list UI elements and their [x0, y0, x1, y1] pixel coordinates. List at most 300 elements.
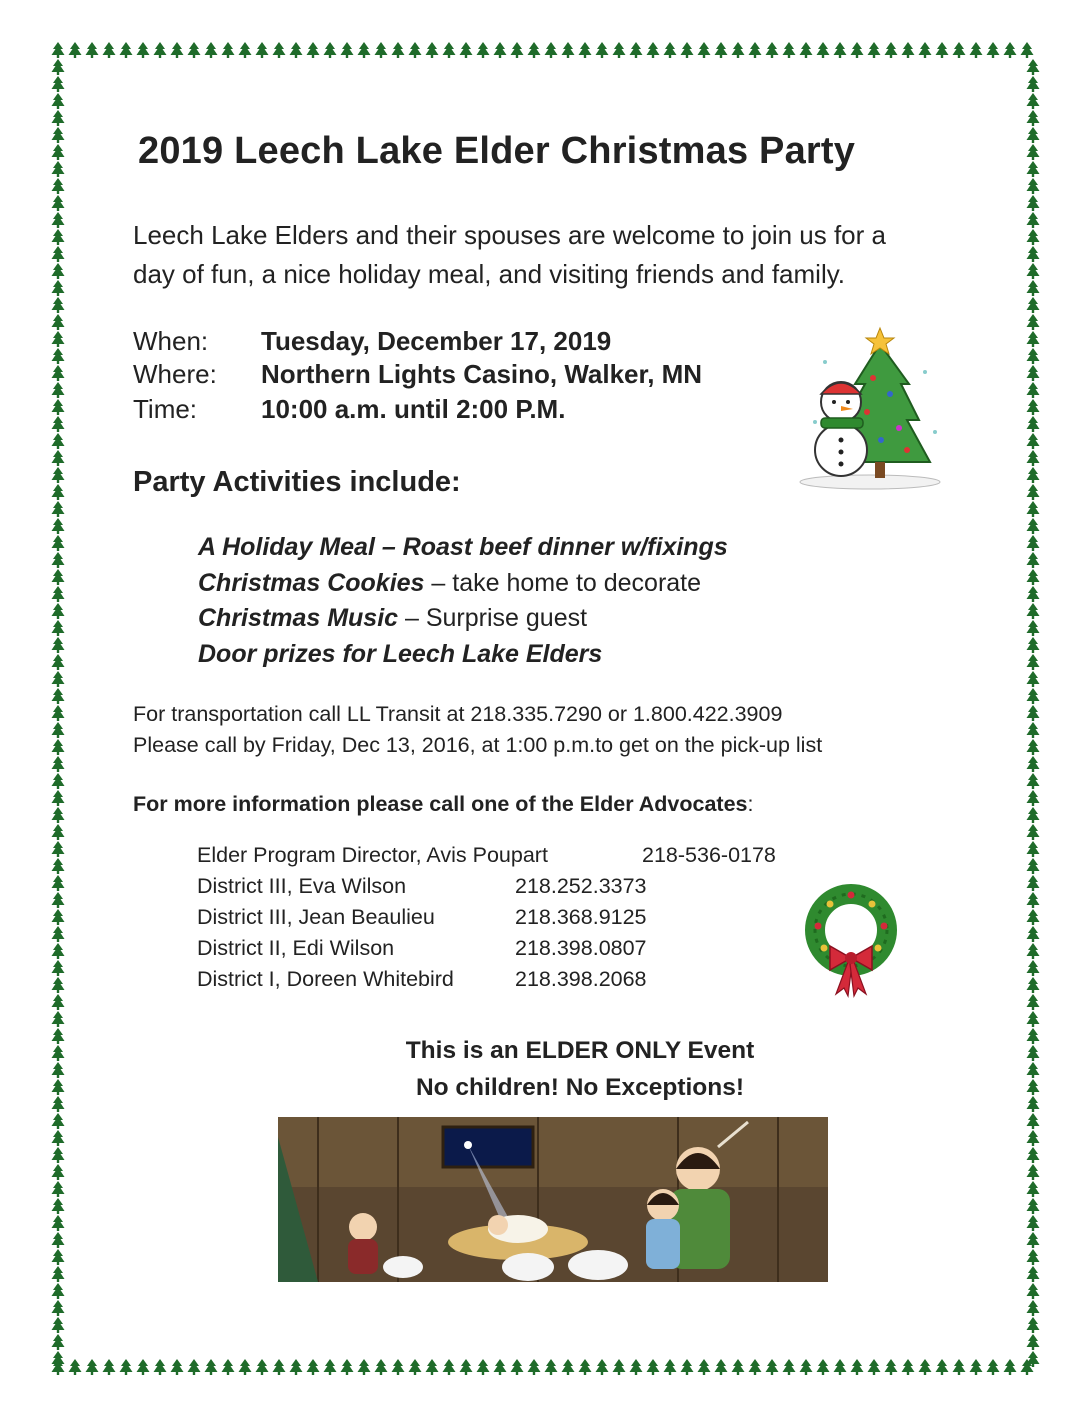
pine-tree-icon — [52, 42, 65, 58]
intro-line: Leech Lake Elders and their spouses are welcome to join us for a — [133, 220, 886, 250]
activity-highlight: Door prizes for Leech Lake Elders — [198, 639, 603, 668]
pine-tree-icon — [222, 1359, 235, 1375]
pine-tree-icon — [1004, 42, 1017, 58]
pine-tree-icon — [52, 1028, 65, 1044]
pine-tree-icon — [188, 1359, 201, 1375]
pine-tree-icon — [1027, 552, 1040, 568]
pine-tree-icon — [52, 773, 65, 789]
pine-tree-icon — [1027, 348, 1040, 364]
contact-name: District III, Eva Wilson — [197, 874, 407, 898]
pine-tree-icon — [52, 875, 65, 891]
pine-tree-icon — [1027, 688, 1040, 704]
pine-tree-icon — [834, 42, 847, 58]
pine-tree-icon — [188, 42, 201, 58]
pine-tree-icon — [1027, 875, 1040, 891]
pine-tree-icon — [1027, 824, 1040, 840]
pine-tree-icon — [970, 42, 983, 58]
contact-name: District I, Doreen Whitebird — [197, 967, 454, 991]
pine-tree-icon — [52, 484, 65, 500]
pine-tree-icon — [290, 1359, 303, 1375]
list-item — [198, 637, 958, 673]
pine-tree-icon — [1027, 960, 1040, 976]
pine-tree-icon — [324, 42, 337, 58]
activity-highlight: Christmas Music — [198, 604, 399, 632]
pine-tree-icon — [205, 42, 218, 58]
pine-tree-icon — [1027, 756, 1040, 772]
pine-tree-icon — [52, 756, 65, 772]
pine-tree-icon — [1027, 1198, 1040, 1214]
pine-tree-icon — [1027, 467, 1040, 483]
pine-tree-icon — [52, 1011, 65, 1027]
pine-tree-icon — [52, 518, 65, 534]
pine-tree-icon — [494, 42, 507, 58]
pine-tree-icon — [52, 76, 65, 92]
pine-tree-icon — [1027, 1266, 1040, 1282]
pine-tree-icon — [1027, 280, 1040, 296]
pine-tree-icon — [1027, 569, 1040, 585]
pine-tree-icon — [698, 42, 711, 58]
pine-tree-icon — [171, 1359, 184, 1375]
pine-tree-icon — [1027, 59, 1040, 75]
pine-tree-icon — [154, 1359, 167, 1375]
pine-tree-icon — [1027, 1113, 1040, 1129]
contact-phone: 218.252.3373 — [515, 874, 647, 898]
pine-tree-icon — [936, 1359, 949, 1375]
pine-tree-icon — [1027, 450, 1040, 466]
intro-line: day of fun, a nice holiday meal, and visiting friends and family. — [133, 259, 846, 289]
pine-tree-icon — [52, 331, 65, 347]
pine-tree-icon — [800, 1359, 813, 1375]
pine-tree-icon — [885, 42, 898, 58]
pine-tree-icon — [1027, 671, 1040, 687]
pine-tree-icon — [1027, 620, 1040, 636]
pine-tree-icon — [1027, 331, 1040, 347]
page-title: 2019 Leech Lake Elder Christmas Party — [138, 130, 856, 172]
pine-tree-icon — [443, 1359, 456, 1375]
pine-tree-icon — [222, 42, 235, 58]
pine-tree-icon — [52, 1215, 65, 1231]
pine-tree-icon — [52, 297, 65, 313]
pine-tree-icon — [52, 1300, 65, 1316]
pine-tree-icon — [52, 892, 65, 908]
pine-tree-icon — [1027, 1045, 1040, 1061]
pine-tree-icon — [851, 42, 864, 58]
pine-tree-icon — [1027, 637, 1040, 653]
pine-tree-icon — [1027, 229, 1040, 245]
pine-tree-icon — [1027, 1215, 1040, 1231]
pine-tree-icon — [52, 1283, 65, 1299]
pine-tree-icon — [52, 1232, 65, 1248]
pine-tree-icon — [1027, 416, 1040, 432]
pine-tree-icon — [52, 705, 65, 721]
pine-tree-icon — [52, 654, 65, 670]
pine-tree-icon — [1027, 314, 1040, 330]
pine-tree-icon — [52, 637, 65, 653]
pine-tree-icon — [834, 1359, 847, 1375]
detail-time — [133, 391, 793, 427]
pine-tree-icon — [52, 722, 65, 738]
pine-tree-icon — [732, 42, 745, 58]
pine-tree-icon — [52, 739, 65, 755]
pine-tree-icon — [392, 1359, 405, 1375]
pine-tree-icon — [1027, 382, 1040, 398]
pine-tree-icon — [52, 909, 65, 925]
pine-tree-icon — [52, 178, 65, 194]
pine-tree-icon — [52, 229, 65, 245]
pine-tree-icon — [1027, 246, 1040, 262]
pine-tree-icon — [52, 1249, 65, 1265]
pine-tree-icon — [120, 42, 133, 58]
contact-phone: 218.398.0807 — [515, 936, 647, 960]
pine-tree-icon — [52, 399, 65, 415]
pine-tree-icon — [52, 586, 65, 602]
pine-tree-icon — [1027, 1062, 1040, 1078]
pine-tree-icon — [52, 501, 65, 517]
pine-tree-icon — [1027, 484, 1040, 500]
contact-name: District III, Jean Beaulieu — [197, 905, 435, 929]
pine-tree-icon — [52, 671, 65, 687]
pine-tree-icon — [1027, 365, 1040, 381]
pine-tree-icon — [52, 161, 65, 177]
pine-tree-icon — [52, 59, 65, 75]
pine-tree-icon — [52, 1198, 65, 1214]
pine-tree-icon — [137, 1359, 150, 1375]
pine-tree-icon — [52, 433, 65, 449]
pine-tree-icon — [256, 1359, 269, 1375]
pine-tree-icon — [783, 42, 796, 58]
pine-tree-icon — [1027, 841, 1040, 857]
pine-tree-icon — [1027, 790, 1040, 806]
pine-tree-icon — [1027, 1181, 1040, 1197]
pine-tree-icon — [732, 1359, 745, 1375]
pine-tree-icon — [1027, 1334, 1040, 1350]
pine-tree-icon — [1027, 1096, 1040, 1112]
pine-tree-icon — [103, 42, 116, 58]
pine-tree-icon — [1027, 926, 1040, 942]
contact-row — [197, 964, 817, 995]
pine-tree-icon — [1027, 773, 1040, 789]
pine-tree-icon — [86, 1359, 99, 1375]
pine-tree-icon — [52, 1317, 65, 1333]
activity-detail: – take home to decorate — [424, 568, 702, 597]
pine-tree-icon — [902, 42, 915, 58]
pine-tree-icon — [1021, 42, 1034, 58]
pine-tree-icon — [239, 42, 252, 58]
pine-tree-icon — [52, 212, 65, 228]
pine-tree-icon — [205, 1359, 218, 1375]
pine-tree-icon — [851, 1359, 864, 1375]
pine-tree-icon — [52, 1062, 65, 1078]
pine-tree-icon — [460, 1359, 473, 1375]
pine-tree-icon — [1027, 909, 1040, 925]
pine-tree-icon — [460, 42, 473, 58]
pine-tree-icon — [1027, 892, 1040, 908]
pine-tree-icon — [52, 1351, 65, 1367]
pine-tree-icon — [630, 1359, 643, 1375]
pine-tree-icon — [1027, 977, 1040, 993]
pine-tree-icon — [52, 790, 65, 806]
pine-tree-icon — [307, 42, 320, 58]
pine-tree-icon — [52, 365, 65, 381]
list-item — [198, 566, 958, 602]
pine-tree-icon — [477, 1359, 490, 1375]
pine-tree-icon — [1027, 705, 1040, 721]
pine-tree-icon — [749, 42, 762, 58]
pine-tree-icon — [52, 127, 65, 143]
pine-tree-icon — [52, 943, 65, 959]
pine-tree-icon — [647, 1359, 660, 1375]
pine-tree-icon — [1027, 195, 1040, 211]
pine-tree-icon — [324, 1359, 337, 1375]
detail-where — [133, 356, 793, 392]
pine-tree-icon — [154, 42, 167, 58]
pine-tree-icon — [375, 1359, 388, 1375]
contact-row — [197, 840, 817, 871]
pine-tree-icon — [596, 42, 609, 58]
pine-tree-icon — [783, 1359, 796, 1375]
list-item — [198, 530, 958, 566]
pine-tree-icon — [409, 42, 422, 58]
pine-tree-icon — [1027, 858, 1040, 874]
pine-tree-icon — [52, 450, 65, 466]
pine-tree-icon — [613, 1359, 626, 1375]
pine-tree-icon — [273, 42, 286, 58]
pine-tree-icon — [358, 1359, 371, 1375]
pine-tree-icon — [307, 1359, 320, 1375]
pine-tree-icon — [1027, 127, 1040, 143]
activity-highlight: A Holiday Meal – Roast beef dinner w/fixings — [198, 533, 728, 561]
pine-tree-icon — [477, 42, 490, 58]
pine-tree-icon — [1027, 586, 1040, 602]
pine-tree-icon — [970, 1359, 983, 1375]
pine-tree-icon — [1027, 654, 1040, 670]
more-info-heading — [133, 792, 753, 817]
pine-tree-icon — [1027, 1164, 1040, 1180]
pine-tree-icon — [52, 382, 65, 398]
pine-tree-icon — [1027, 399, 1040, 415]
contact-phone: 218.398.2068 — [515, 967, 647, 991]
activity-detail: – Surprise guest — [398, 604, 588, 632]
pine-tree-icon — [409, 1359, 422, 1375]
pine-tree-icon — [52, 994, 65, 1010]
pine-tree-icon — [1027, 93, 1040, 109]
pine-tree-icon — [868, 1359, 881, 1375]
pine-tree-icon — [919, 1359, 932, 1375]
pine-tree-icon — [103, 1359, 116, 1375]
detail-value: Tuesday, December 17, 2019 — [261, 326, 612, 356]
pine-tree-icon — [52, 960, 65, 976]
pine-tree-icon — [698, 1359, 711, 1375]
pine-tree-icon — [1027, 161, 1040, 177]
pine-tree-icon — [1027, 807, 1040, 823]
pine-tree-icon — [52, 1113, 65, 1129]
pine-tree-icon — [1027, 76, 1040, 92]
christmas-tree-snowman-icon — [795, 322, 945, 492]
pine-tree-icon — [1027, 943, 1040, 959]
pine-tree-icon — [52, 246, 65, 262]
pine-tree-icon — [562, 42, 575, 58]
contact-phone: 218.368.9125 — [515, 905, 647, 929]
transport-line: For transportation call LL Transit at 218.335.7290 or 1.800.422.3909 — [133, 702, 783, 726]
pine-tree-icon — [1027, 722, 1040, 738]
pine-tree-icon — [69, 42, 82, 58]
pine-tree-icon — [953, 42, 966, 58]
pine-tree-icon — [1027, 297, 1040, 313]
pine-tree-icon — [664, 1359, 677, 1375]
pine-tree-icon — [69, 1359, 82, 1375]
notice-line: This is an ELDER ONLY Event — [405, 1037, 755, 1064]
pine-tree-icon — [1027, 212, 1040, 228]
pine-tree-icon — [52, 1147, 65, 1163]
pine-tree-icon — [664, 42, 677, 58]
pine-tree-icon — [1027, 518, 1040, 534]
pine-tree-icon — [52, 1266, 65, 1282]
pine-tree-icon — [120, 1359, 133, 1375]
pine-tree-icon — [239, 1359, 252, 1375]
pine-tree-icon — [579, 42, 592, 58]
detail-value: Northern Lights Casino, Walker, MN — [261, 359, 703, 389]
pine-tree-icon — [1027, 739, 1040, 755]
pine-tree-icon — [1027, 1317, 1040, 1333]
detail-label: Time: — [133, 394, 198, 424]
pine-tree-icon — [52, 1045, 65, 1061]
pine-tree-icon — [630, 42, 643, 58]
pine-tree-icon — [52, 416, 65, 432]
pine-tree-icon — [171, 42, 184, 58]
pine-tree-icon — [511, 1359, 524, 1375]
pine-tree-icon — [1027, 433, 1040, 449]
pine-tree-icon — [1027, 1300, 1040, 1316]
detail-when — [133, 323, 793, 359]
pine-tree-icon — [52, 1096, 65, 1112]
pine-tree-icon — [953, 1359, 966, 1375]
more-info-text: For more information please call one of the Elder Advocates — [133, 792, 748, 816]
pine-tree-icon — [52, 110, 65, 126]
pine-tree-icon — [681, 42, 694, 58]
pine-tree-icon — [52, 144, 65, 160]
contact-row — [197, 902, 817, 933]
pine-tree-icon — [919, 42, 932, 58]
pine-tree-icon — [1027, 994, 1040, 1010]
pine-tree-icon — [1027, 178, 1040, 194]
pine-tree-icon — [613, 42, 626, 58]
pine-tree-icon — [1027, 1130, 1040, 1146]
transport-line: Please call by Friday, Dec 13, 2016, at 1:00 p.m.to get on the pick-up list — [133, 733, 823, 757]
pine-tree-icon — [341, 1359, 354, 1375]
pine-tree-icon — [511, 42, 524, 58]
wreath-icon — [800, 882, 902, 1000]
pine-tree-icon — [647, 42, 660, 58]
pine-tree-icon — [902, 1359, 915, 1375]
pine-tree-icon — [1027, 603, 1040, 619]
pine-tree-icon — [52, 263, 65, 279]
pine-tree-icon — [426, 42, 439, 58]
pine-tree-icon — [1027, 1011, 1040, 1027]
pine-tree-icon — [766, 42, 779, 58]
more-info-colon: : — [747, 792, 754, 816]
contact-row — [197, 871, 817, 902]
pine-tree-icon — [358, 42, 371, 58]
activities-heading: Party Activities include: — [133, 466, 461, 498]
elder-only-notice — [300, 1032, 860, 1106]
pine-tree-icon — [52, 620, 65, 636]
detail-value: 10:00 a.m. until 2:00 P.M. — [261, 394, 566, 424]
pine-tree-icon — [1004, 1359, 1017, 1375]
pine-tree-icon — [443, 42, 456, 58]
pine-tree-icon — [52, 807, 65, 823]
pine-tree-icon — [52, 280, 65, 296]
pine-tree-icon — [52, 858, 65, 874]
pine-tree-icon — [1027, 535, 1040, 551]
detail-label: Where: — [133, 359, 217, 389]
pine-tree-icon — [86, 42, 99, 58]
notice-line: No children! No Exceptions! — [415, 1074, 745, 1101]
pine-tree-icon — [817, 42, 830, 58]
pine-tree-icon — [52, 603, 65, 619]
pine-tree-icon — [52, 195, 65, 211]
pine-tree-icon — [545, 42, 558, 58]
pine-tree-icon — [596, 1359, 609, 1375]
contact-phone: 218-536-0178 — [642, 843, 776, 867]
pine-tree-icon — [817, 1359, 830, 1375]
pine-tree-icon — [52, 1334, 65, 1350]
pine-tree-icon — [1027, 1079, 1040, 1095]
pine-tree-icon — [1027, 1147, 1040, 1163]
pine-tree-icon — [1027, 144, 1040, 160]
pine-tree-icon — [681, 1359, 694, 1375]
pine-tree-icon — [392, 42, 405, 58]
pine-tree-icon — [256, 42, 269, 58]
pine-tree-icon — [1027, 501, 1040, 517]
pine-tree-icon — [545, 1359, 558, 1375]
pine-tree-icon — [341, 42, 354, 58]
pine-tree-icon — [290, 42, 303, 58]
pine-tree-icon — [52, 1181, 65, 1197]
pine-tree-icon — [1027, 110, 1040, 126]
detail-label: When: — [133, 326, 209, 356]
pine-tree-icon — [52, 348, 65, 364]
pine-tree-icon — [273, 1359, 286, 1375]
pine-tree-icon — [52, 569, 65, 585]
pine-tree-icon — [987, 42, 1000, 58]
pine-tree-icon — [494, 1359, 507, 1375]
pine-tree-icon — [562, 1359, 575, 1375]
pine-tree-icon — [426, 1359, 439, 1375]
pine-tree-icon — [715, 42, 728, 58]
transportation-info — [133, 699, 993, 761]
pine-tree-icon — [987, 1359, 1000, 1375]
pine-tree-icon — [749, 1359, 762, 1375]
pine-tree-icon — [52, 688, 65, 704]
pine-tree-icon — [52, 535, 65, 551]
pine-tree-icon — [52, 977, 65, 993]
activities-list — [198, 530, 958, 672]
pine-tree-icon — [885, 1359, 898, 1375]
pine-tree-icon — [800, 42, 813, 58]
pine-tree-icon — [1027, 1028, 1040, 1044]
pine-tree-icon — [52, 1130, 65, 1146]
pine-tree-icon — [137, 42, 150, 58]
pine-tree-icon — [1027, 1232, 1040, 1248]
pine-tree-icon — [528, 42, 541, 58]
pine-tree-icon — [1027, 263, 1040, 279]
contact-name: Elder Program Director, Avis Poupart — [197, 843, 548, 867]
contact-row — [197, 933, 817, 964]
pine-tree-icon — [1027, 1249, 1040, 1265]
pine-tree-icon — [52, 824, 65, 840]
pine-tree-icon — [1027, 1283, 1040, 1299]
pine-tree-icon — [375, 42, 388, 58]
